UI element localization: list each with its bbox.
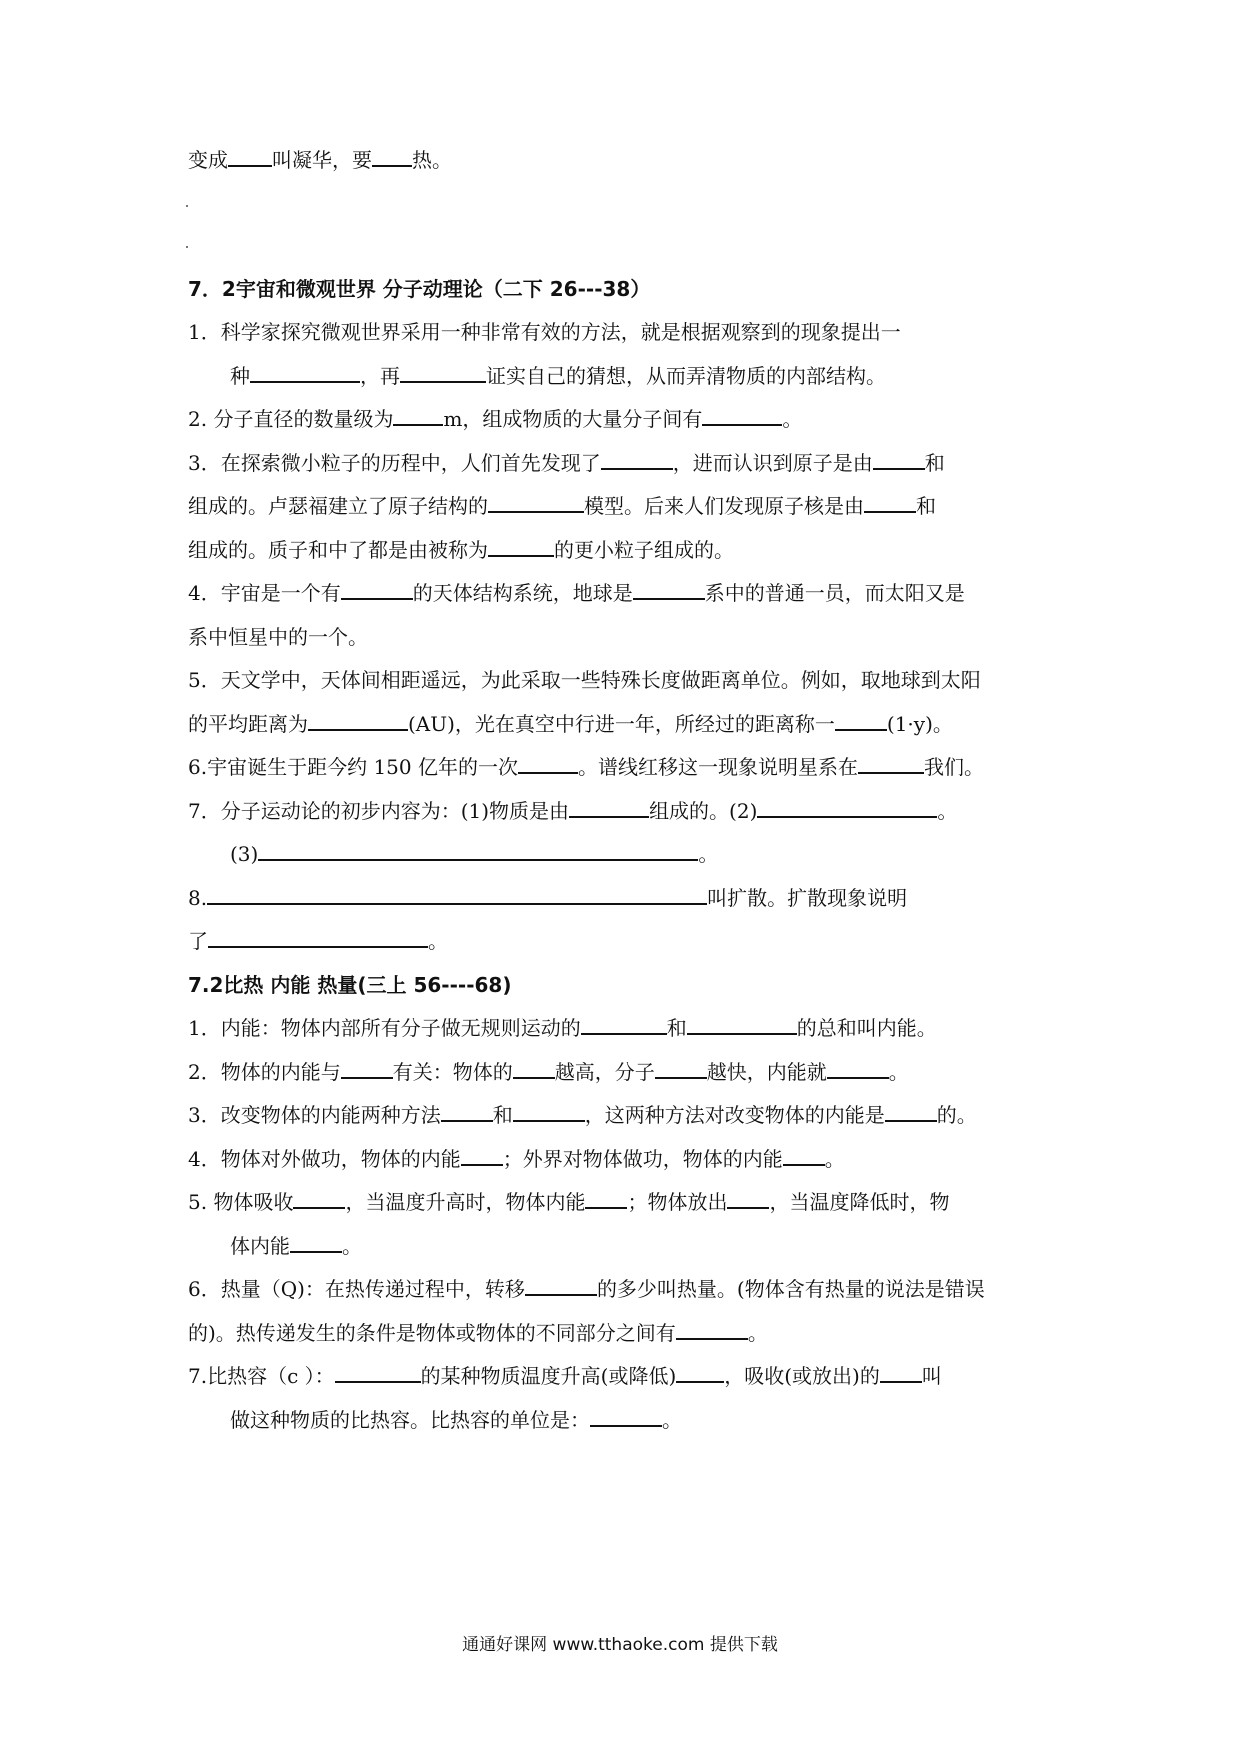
text-line: 做这种物质的比热容。比热容的单位是： 。 [230,1408,682,1432]
blank[interactable] [676,1363,724,1383]
blank[interactable] [208,928,428,948]
text-line: 5. 物体吸收 ，当温度升高时，物体内能 ；物体放出 ，当温度降低时，物 [188,1190,950,1214]
text-line: 6.宇宙诞生于距今约 150 亿年的一次 。谱线红移这一现象说明星系在 我们。 [188,755,984,779]
text-line: 2. 分子直径的数量级为 m，组成物质的大量分子间有 。 [188,407,803,431]
blank[interactable] [228,147,272,167]
blank[interactable] [393,406,443,426]
blank[interactable] [873,450,925,470]
blank[interactable] [633,580,705,600]
scan-dot [186,205,188,207]
blank[interactable] [335,1363,421,1383]
text-line: 4．物体对外做功，物体的内能 ；外界对物体做功，物体的内能 。 [188,1147,845,1171]
blank[interactable] [250,363,360,383]
blank[interactable] [513,1102,585,1122]
text-line: 4．宇宙是一个有 的天体结构系统，地球是 系中的普通一员，而太阳又是 [188,581,965,605]
text-line: 1．科学家探究微观世界采用一种非常有效的方法，就是根据观察到的现象提出一 [188,320,901,344]
text-line: 体内能 。 [230,1234,362,1258]
text-line: 5．天文学中，天体间相距遥远，为此采取一些特殊长度做距离单位。例如，取地球到太阳 [188,668,981,692]
text-line: 组成的。卢瑟福建立了原子结构的 模型。后来人们发现原子核是由 和 [188,494,936,518]
blank[interactable] [308,711,408,731]
blank[interactable] [702,406,782,426]
blank[interactable] [676,1320,748,1340]
blank[interactable] [488,493,584,513]
blank[interactable] [864,493,916,513]
blank[interactable] [525,1276,597,1296]
text-line: 6．热量（Q)：在热传递过程中，转移 的多少叫热量。(物体含有热量的说法是错误 [188,1277,985,1301]
section-heading: 7．2宇宙和微观世界 分子动理论（二下 26---38） [188,277,651,301]
blank[interactable] [783,1146,825,1166]
text-line: 种 ，再 证实自己的猜想，从而弄清物质的内部结构。 [230,364,886,388]
blank[interactable] [441,1102,493,1122]
text-line: 3．改变物体的内能两种方法 和 ，这两种方法对改变物体的内能是 的。 [188,1103,977,1127]
blank[interactable] [835,711,887,731]
blank[interactable] [581,1015,667,1035]
blank[interactable] [687,1015,797,1035]
text-line: 7.比热容（c ）： 的某种物质温度升高(或降低) ，吸收(或放出)的 叫 [188,1364,942,1388]
footer-text: 通通好课网 www.tthaoke.com 提供下载 [462,1635,778,1655]
blank[interactable] [341,1059,393,1079]
blank[interactable] [757,798,937,818]
blank[interactable] [461,1146,503,1166]
text-line: 系中恒星中的一个。 [188,625,368,649]
blank[interactable] [585,1189,627,1209]
blank[interactable] [601,450,673,470]
text-line: 8. 叫扩散。扩散现象说明 [188,886,908,910]
blank[interactable] [258,841,698,861]
blank[interactable] [880,1363,922,1383]
text-line: 了 。 [188,929,448,953]
text-line: 1．内能：物体内部所有分子做无规则运动的 和 的总和叫内能。 [188,1016,937,1040]
blank[interactable] [885,1102,937,1122]
blank[interactable] [341,580,413,600]
blank[interactable] [827,1059,889,1079]
text-line: 3．在探索微小粒子的历程中，人们首先发现了 ，进而认识到原子是由 和 [188,451,945,475]
blank[interactable] [590,1407,662,1427]
blank[interactable] [858,754,924,774]
text-line: 7．分子运动论的初步内容为：(1)物质是由 组成的。(2) 。 [188,799,958,823]
blank[interactable] [727,1189,769,1209]
scan-dot [186,246,188,248]
blank[interactable] [488,537,554,557]
text-line: 2．物体的内能与 有关：物体的 越高，分子 越快，内能就 。 [188,1060,909,1084]
blank[interactable] [400,363,486,383]
text-line: (3) 。 [230,842,719,866]
section-heading: 7.2比热 内能 热量(三上 56----68) [188,973,512,997]
text-line: 的平均距离为 (AU)，光在真空中行进一年，所经过的距离称一 (1·y)。 [188,712,953,736]
blank[interactable] [372,147,412,167]
blank[interactable] [569,798,649,818]
text-line: 变成 叫凝华，要 热。 [188,148,452,172]
blank[interactable] [518,754,578,774]
blank[interactable] [293,1189,345,1209]
blank[interactable] [207,885,707,905]
blank[interactable] [290,1233,342,1253]
text-line: 组成的。质子和中了都是由被称为 的更小粒子组成的。 [188,538,734,562]
text-line: 的)。热传递发生的条件是物体或物体的不同部分之间有 。 [188,1321,768,1345]
blank[interactable] [655,1059,707,1079]
blank[interactable] [513,1059,555,1079]
